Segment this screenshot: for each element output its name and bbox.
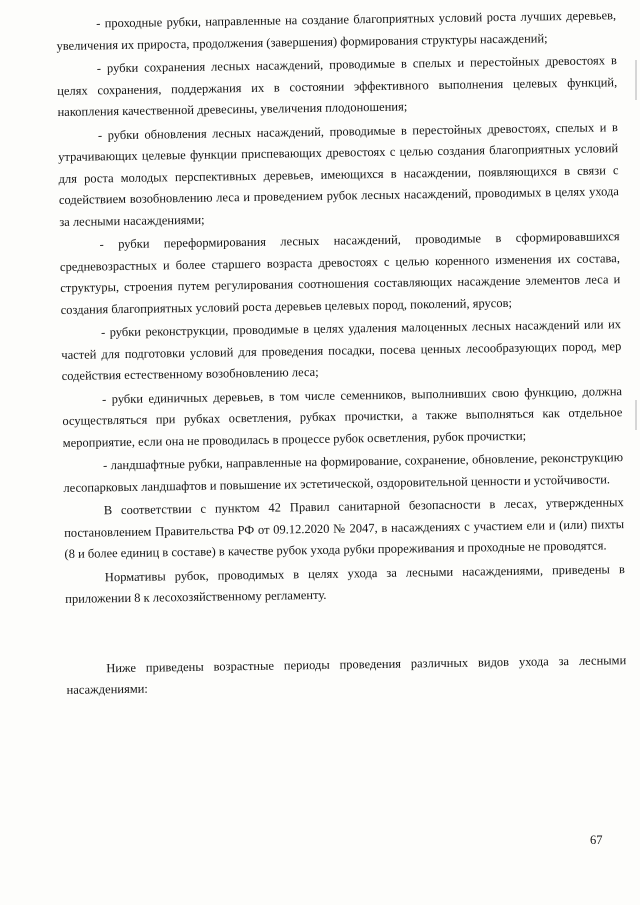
- paragraph-passage-thinning: - проходные рубки, направленные на создание благоприятных условий роста лучших деревьев, увеличения их прироста, продолжения (завершения) формирования структуры насаждений;: [56, 8, 617, 53]
- paragraph-landscape-felling: - ландшафтные рубки, направленные на формирование, сохранение, обновление, реконструкцию лесопарковых ландшафтов и повышение их эстетической, оздоровительной ценности и устойчивости.: [63, 450, 624, 495]
- scan-edge-mark: [635, 400, 637, 430]
- scan-edge-mark: [635, 60, 637, 100]
- paragraph-age-periods-intro: Ниже приведены возрастные периоды проведения различных видов ухода за лесными насаждениями:: [66, 652, 627, 697]
- paragraph-renewal-felling: - рубки обновления лесных насаждений, проводимые в перестойных древостоях, спелых и в утрачивающих целевые функции приспевающих древостоях с целью создания благоприятных условий для роста молодых перспективных деревьев, имеющихся в насаждении, появляющихся в связи с содействием возобновлению леса и проведением рубок лесных насаждений, проводимых в целях ухода за лесными насаждениями;: [58, 119, 619, 229]
- paragraph-reformation-felling: - рубки переформирования лесных насаждений, проводимые в сформировавшихся средневозрастных и более старшего возраста древостоях с целью коренного изменения их состава, структуры, строения путем регулирования соотношения составляющих насаждение элементов леса и создания благоприятных условий роста деревьев целевых пород, поколений, ярусов;: [59, 229, 621, 317]
- paragraph-reconstruction-felling: - рубки реконструкции, проводимые в целях удаления малоценных лесных насаждений или их частей для подготовки условий для проведения посадки, посева ценных лесообразующих пород, мер содействия естественному возобновлению леса;: [61, 317, 622, 383]
- page-number: 67: [590, 833, 603, 847]
- document-body: [56, 5, 627, 701]
- paragraph-preservation-felling: - рубки сохранения лесных насаждений, проводимые в спелых и перестойных древостоях в целях сохранения, поддержания их в состоянии эффективного выполнения целевых функций, накопления качественной древесины, увеличения плодоношения;: [57, 53, 618, 119]
- paragraph-felling-norms: Нормативы рубок, проводимых в целях ухода за лесными насаждениями, приведены в приложении 8 к лесохозяйственному регламенту.: [65, 561, 625, 606]
- paragraph-sanitary-rules: В соответствии с пунктом 42 Правил санитарной безопасности в лесах, утвержденных постановлением Правительства РФ от 09.12.2020 № 2047, в насаждениях с участием ели и (или) пихты (8 и более единиц в составе) в качестве рубок ухода рубки прореживания и проходные не проводятся.: [64, 495, 625, 561]
- paragraph-single-tree-felling: - рубки единичных деревьев, в том числе семенников, выполнивших свою функцию, должна осуществляться при рубках осветления, рубках прочистки, а также выполняться как отдельное мероприятие, если она не проводилась в процессе рубок осветления, рубок прочистки;: [62, 383, 623, 450]
